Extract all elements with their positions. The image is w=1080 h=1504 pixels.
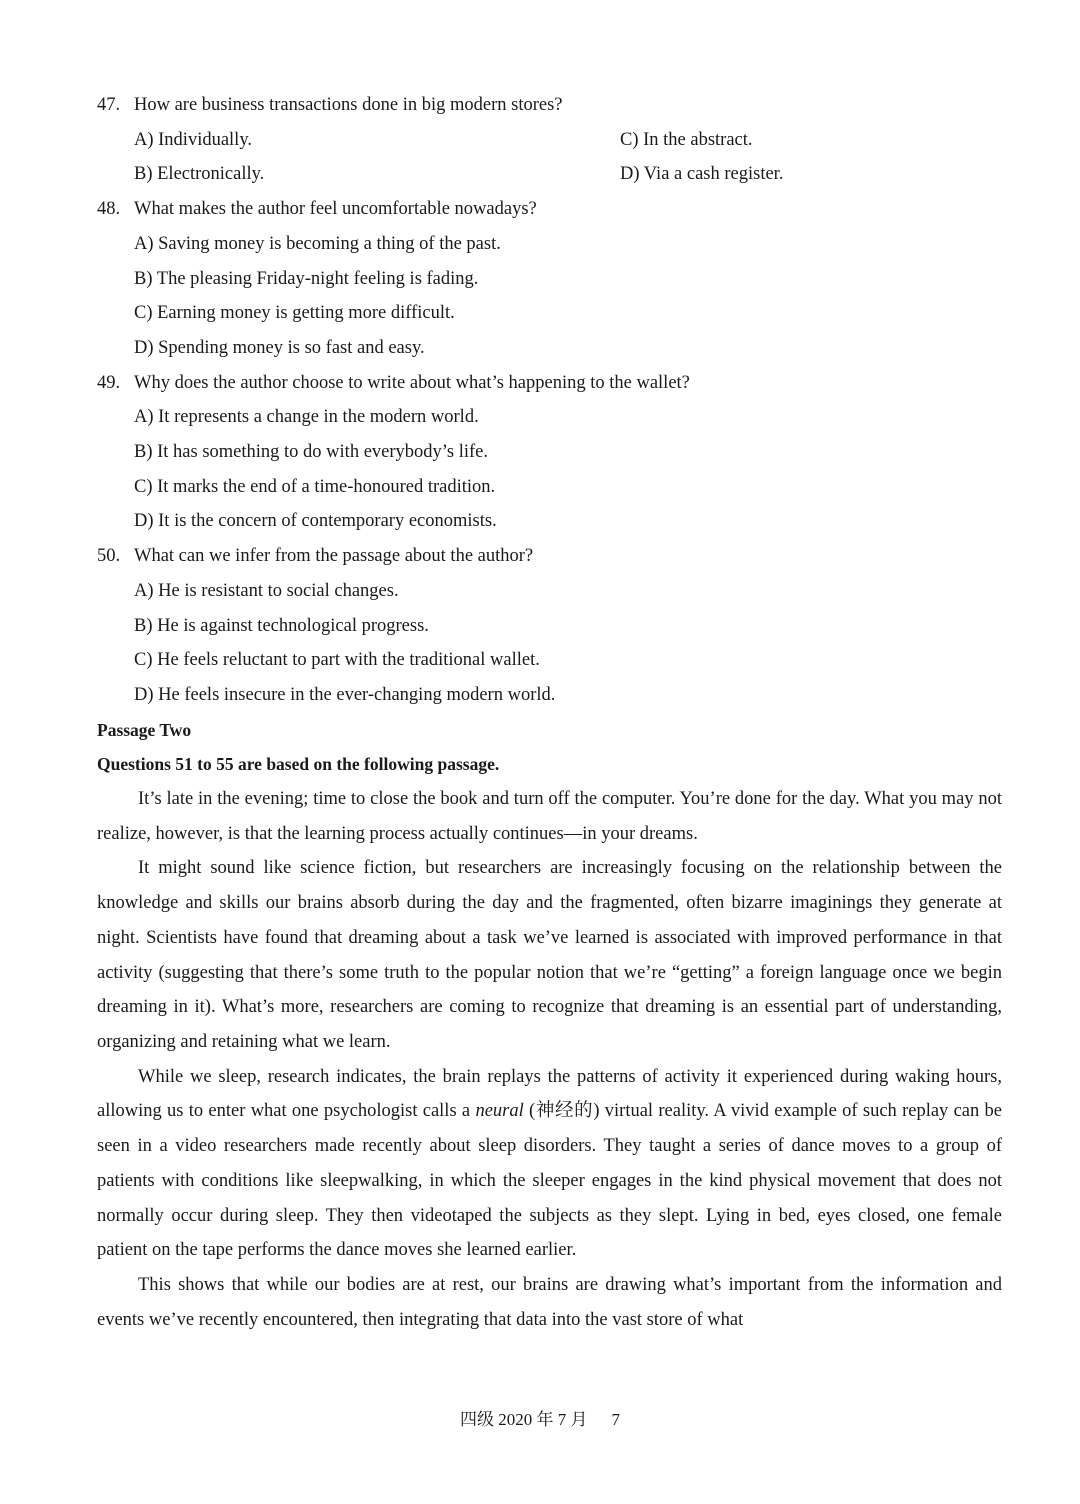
option-d: D) He feels insecure in the ever-changing modern world.: [134, 684, 556, 705]
question-47: [97, 88, 1002, 123]
paragraph-text: While we sleep, research indicates, the brain replays the patterns of activity it experienced during waking hours, allowing us to enter what one psychologist calls a neural (神经的) virtual reality. A vivid example of such replay can be seen in a video researchers made recently about sleep disorders. They taught a series of dance moves to a group of patients with conditions like sleepwalking, in which the sleeper engages in the kind physical movement that does not normally occur during sleep. They then videotaped the subjects as they slept. Lying in bed, eyes closed, one female patient on the tape performs the dance moves she learned earlier.: [97, 1066, 1002, 1261]
italic-term: neural: [475, 1101, 524, 1122]
option-c: C) He feels reluctant to part with the traditional wallet.: [134, 650, 540, 671]
options-row-2: [97, 157, 1002, 192]
option-b: B) Electronically.: [134, 164, 265, 185]
option-c: C) It marks the end of a time-honoured tradition.: [134, 476, 496, 497]
question-number: 50.: [97, 546, 121, 567]
passage-title: Passage Two: [97, 719, 192, 740]
option-c: C) In the abstract.: [620, 129, 753, 150]
option-a: A) He is resistant to social changes.: [134, 580, 399, 601]
option-b: B) It has something to do with everybody’s life.: [134, 442, 489, 463]
question-text: What can we infer from the passage about the author?: [134, 546, 534, 567]
question-48: [97, 192, 1002, 227]
option-a: A) Individually.: [134, 129, 253, 150]
footer-label: 四级 2020 年 7 月: [460, 1410, 588, 1429]
passage-instruction: Questions 51 to 55 are based on the following passage.: [97, 754, 500, 775]
page-footer: [0, 1405, 1080, 1435]
option-a: A) Saving money is becoming a thing of the past.: [134, 233, 501, 254]
option-a: A) It represents a change in the modern world.: [134, 407, 479, 428]
option-c: C) Earning money is getting more difficult.: [134, 303, 455, 324]
paragraph-4: [97, 1268, 1002, 1337]
question-number: 49.: [97, 372, 121, 393]
options-row-1: [97, 123, 1002, 158]
paragraph-3: [97, 1060, 1002, 1268]
page-number: 7: [611, 1410, 620, 1429]
question-text: How are business transactions done in big modern stores?: [134, 95, 563, 115]
page-content: [97, 88, 1002, 1337]
passage-body: [97, 782, 1002, 1337]
option-d: D) It is the concern of contemporary economists.: [134, 511, 497, 532]
paragraph-text: It’s late in the evening; time to close the book and turn off the computer. You’re done for the day. What you may not realize, however, is that the learning process actually continues—in your dreams.: [97, 789, 1002, 844]
question-number: 47.: [97, 95, 121, 115]
option-b: B) The pleasing Friday-night feeling is fading.: [134, 268, 479, 289]
question-text: Why does the author choose to write about what’s happening to the wallet?: [134, 372, 690, 393]
question-text: What makes the author feel uncomfortable nowadays?: [134, 199, 537, 220]
question-49: [97, 366, 1002, 401]
paragraph-1: [97, 782, 1002, 851]
paragraph-2: [97, 851, 1002, 1059]
paragraph-text: It might sound like science fiction, but researchers are increasingly focusing on the relationship between the knowledge and skills our brains absorb during the day and the fragmented, often bizarre imaginings they generate at night. Scientists have found that dreaming about a task we’ve learned is associated with improved performance in that activity (suggesting that there’s some truth to the popular notion that we’re “getting” a foreign language once we begin dreaming in it). What’s more, researchers are coming to recognize that dreaming is an essential part of understanding, organizing and retaining what we learn.: [97, 858, 1002, 1052]
option-d: D) Spending money is so fast and easy.: [134, 337, 425, 358]
option-b: B) He is against technological progress.: [134, 615, 429, 636]
question-number: 48.: [97, 199, 121, 220]
option-d: D) Via a cash register.: [620, 164, 784, 185]
paragraph-text: This shows that while our bodies are at rest, our brains are drawing what’s important from the information and events we’ve recently encountered, then integrating that data into the vast store of what: [97, 1274, 1002, 1330]
question-50: [97, 539, 1002, 574]
